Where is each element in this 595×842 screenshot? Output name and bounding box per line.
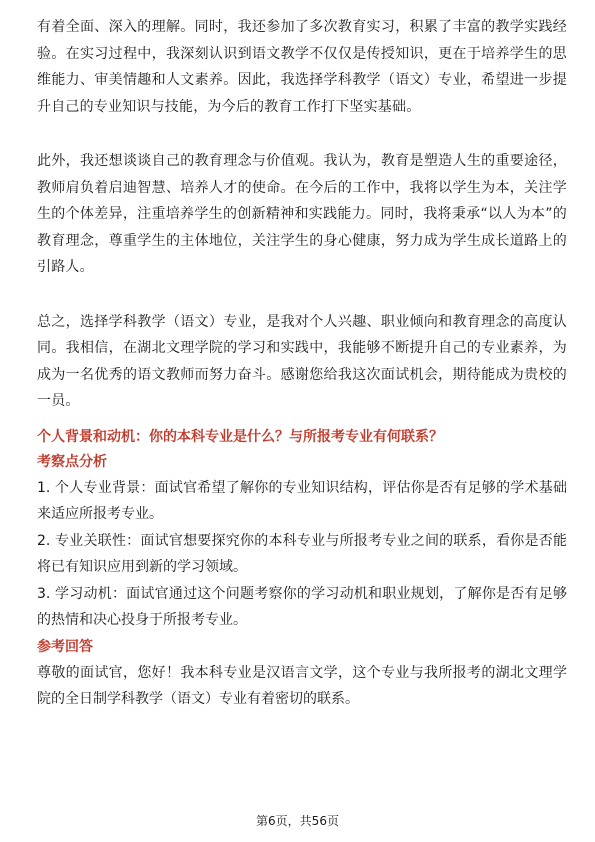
analysis-item-1: 1. 个人专业背景：面试官希望了解你的专业知识结构，评估你是否有足够的学术基础来适应所报考专业。: [37, 479, 567, 522]
analysis-label: 考察点分析: [37, 453, 107, 470]
page-number-footer: 第6页，共56页: [256, 814, 339, 828]
body-paragraph-3: 总之，选择学科教学（语文）专业，是我对个人兴趣、职业倾向和教育理念的高度认同。我相信，在湖北文理学院的学习和实践中，我能够不断提升自己的专业素养，为成为一名优秀的语文教师而努力奋斗。感谢您给我这次面试机会，期待能成为贵校的一员。: [37, 313, 567, 409]
body-paragraph-1: 有着全面、深入的理解。同时，我还参加了多次教育实习，积累了丰富的教学实践经验。在实习过程中，我深刻认识到语文教学不仅仅是传授知识，更在于培养学生的思维能力、审美情趣和人文素养。因此，我选择学科教学（语文）专业，希望进一步提升自己的专业知识与技能，为今后的教育工作打下坚实基础。: [37, 19, 567, 115]
analysis-item-3: 3. 学习动机：面试官通过这个问题考察你的学习动机和职业规划，了解你是否有足够的热情和决心投身于所报考专业。: [37, 585, 567, 628]
paragraph-spacer: [37, 120, 567, 148]
body-paragraph-2: 此外，我还想谈谈自己的教育理念与价值观。我认为，教育是塑造人生的重要途径，教师肩负着启迪智慧、培养人才的使命。在今后的工作中，我将以学生为本，关注学生的个体差异，注重培养学生的创新精神和实践能力。同时，我将秉承“以人为本”的教育理念，尊重学生的主体地位，关注学生的身心健康，努力成为学生成长道路上的引路人。: [37, 153, 567, 275]
answer-text: 尊敬的面试官，您好！我本科专业是汉语言文学，这个专业与我所报考的湖北文理学院的全日制学科教学（语文）专业有着密切的联系。: [37, 664, 567, 707]
question-heading: 个人背景和动机：你的本科专业是什么？与所报考专业有何联系？: [37, 428, 443, 445]
paragraph-spacer: [37, 281, 567, 309]
answer-label: 参考回答: [37, 638, 93, 655]
analysis-item-2: 2. 专业关联性：面试官想要探究你的本科专业与所报考专业之间的联系，看你是否能将已有知识应用到新的学习领域。: [37, 532, 567, 575]
page-content: [37, 14, 567, 713]
